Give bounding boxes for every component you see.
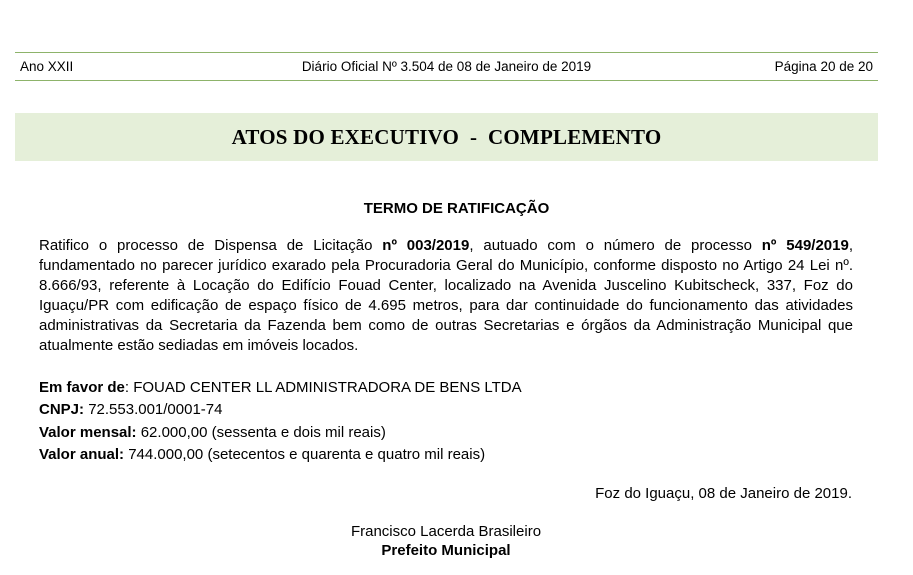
paragraph-text-1: Ratifico o processo de Dispensa de Licitação (39, 237, 383, 254)
field-cnpj (39, 399, 853, 421)
field-separator: : (124, 379, 134, 396)
signature-block (0, 522, 892, 560)
header-bottom-rule (15, 80, 878, 81)
field-value: 744.000,00 (setecentos e quarenta e quatro mil reais) (128, 445, 486, 463)
signer-role: Prefeito Municipal (381, 542, 511, 559)
ratification-paragraph (39, 236, 853, 356)
edition-year: Ano XXII (20, 59, 74, 74)
field-monthly-value (39, 422, 853, 444)
place-and-date: Foz do Iguaçu, 08 de Janeiro de 2019. (595, 485, 852, 502)
field-label: Valor mensal: (39, 423, 137, 441)
contract-details (39, 377, 853, 466)
field-value: 62.000,00 (sessenta e dois mil reais) (140, 423, 386, 441)
field-beneficiary (39, 377, 853, 399)
field-value: 72.553.001/0001-74 (88, 401, 223, 419)
signer-name: Francisco Lacerda Brasileiro (350, 523, 542, 540)
page-number: Página 20 de 20 (774, 59, 873, 74)
field-value: FOUAD CENTER LL ADMINISTRADORA DE BENS LTDA (133, 379, 522, 396)
page-header (20, 58, 873, 76)
field-label: Em favor de (39, 379, 125, 396)
paragraph-text-2: , autuado com o número de processo (469, 237, 762, 254)
section-banner (15, 113, 878, 161)
process-number: nº 549/2019 (761, 237, 849, 254)
dispensa-number: nº 003/2019 (382, 237, 470, 254)
field-label: CNPJ: (39, 401, 85, 419)
paragraph-text-3: , fundamentado no parecer jurídico exarado pela Procuradoria Geral do Município, conforme disposto no Artigo 24 Lei nº. 8.666/93, referente à Locação do Edifício Fouad Center, localizado na Avenida Juscelino Kubitscheck, 337, Foz do Iguaçu/PR com edificação de espaço físico de 4.695 metros, para dar continuidade do funcionamento das atividades administrativas da Secretaria da Fazenda bem como de outras Secretarias e órgãos da Administração Municipal que atualmente estão sediadas em imóveis locados. (39, 237, 853, 354)
field-label: Valor anual: (39, 445, 125, 463)
header-top-rule (15, 52, 878, 53)
document-title: TERMO DE RATIFICAÇÃO (363, 200, 550, 217)
section-title: ATOS DO EXECUTIVO - COMPLEMENTO (231, 124, 662, 149)
field-annual-value (39, 444, 853, 466)
publication-title: Diário Oficial Nº 3.504 de 08 de Janeiro de 2019 (301, 59, 592, 74)
